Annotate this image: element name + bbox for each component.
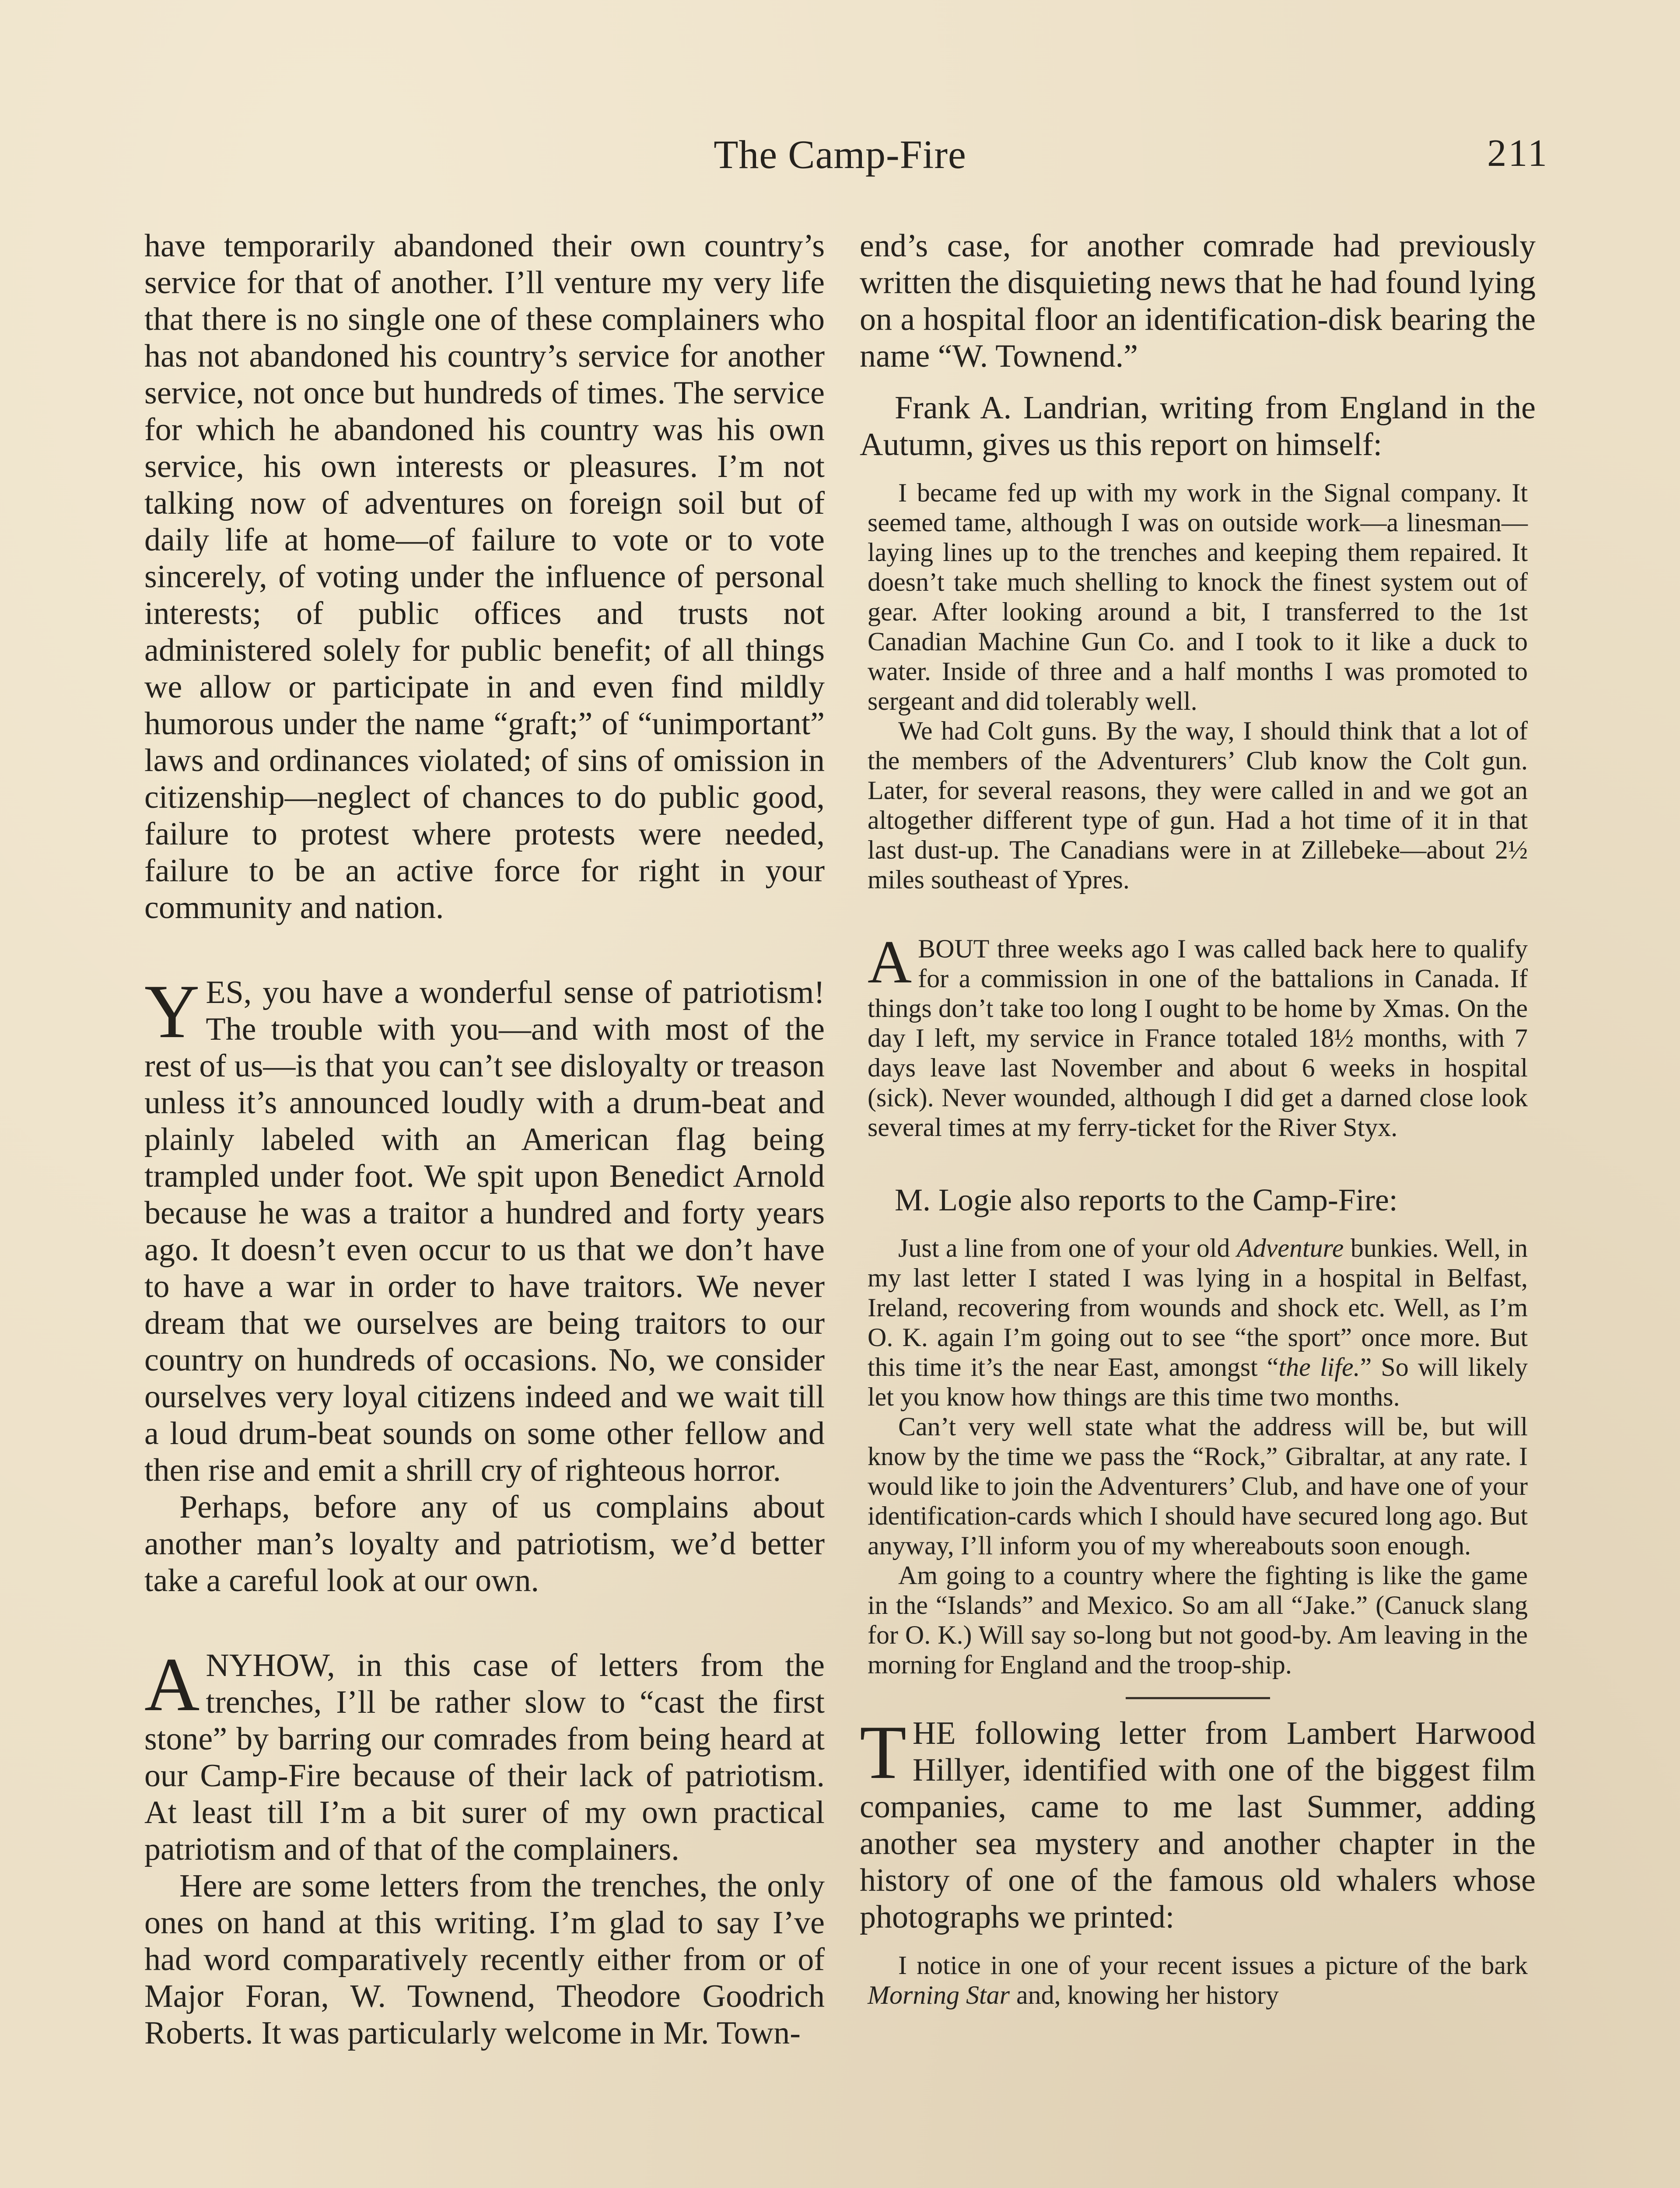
body-paragraph-dropcap bbox=[144, 969, 825, 1489]
letter-paragraph: I became fed up with my work in the Signal company. It seemed tame, although I was on outside work—a linesman—laying lines up to the trenches and keeping them repaired. It doesn’t take much shelling to knock the finest system out of gear. After looking around a bit, I transferred to the 1st Canadian Machine Gun Co. and I took to it like a duck to water. Inside of three and a half months I was promoted to sergeant and did tolerably well. bbox=[868, 478, 1528, 715]
section-gap bbox=[860, 894, 1536, 934]
italic-phrase: the life. bbox=[1278, 1353, 1360, 1382]
body-paragraph-dropcap bbox=[144, 1642, 825, 1868]
letter-paragraph: We had Colt guns. By the way, I should think that a lot of the members of the Adventurers’ Club know the Colt gun. Later, for several reasons, they were called in and we got an altogether different type of gun. Had a hot time of it in that last dust-up. The Canadians were in at Zillebeke—about 2½ miles southeast of Ypres. bbox=[868, 716, 1528, 894]
body-paragraph: Here are some letters from the trenches, the only ones on hand at this writing. I’m glad to say I’ve had word comparatively recently either from or of Major Foran, W. Townend, Theodore Goodrich Roberts. It was particularly welcome in Mr. Town- bbox=[144, 1868, 825, 2051]
letter-text: and, knowing her history bbox=[1010, 1981, 1279, 2009]
letter-text: Just a line from one of your old bbox=[898, 1234, 1237, 1262]
italic-ship-name: Morning Star bbox=[868, 1981, 1010, 2009]
page-number: 211 bbox=[1487, 132, 1549, 175]
letter-text: BOUT three weeks ago I was called back here to qualify for a commission in one of the battalions in Canada. If things don’t take too long I ought to be home by Xmas. On the day I left, my service in France totaled 18½ months, with 7 days leave last November and about 6 weeks in hospital (sick). Never wounded, although I did get a darned close look several times at my ferry-ticket for the River Styx. bbox=[868, 934, 1528, 1142]
running-title: The Camp-Fire bbox=[714, 132, 966, 177]
letter-text: bunkies. Well, in my last letter I stated I was lying in a hospital in Belfast, Ireland, recovering from wounds and shock etc. Well, as I’m O. K. again I’m going out to see “the sport” once more. But this time it’s the near East, amongst “ bbox=[868, 1234, 1528, 1382]
body-paragraph: have temporarily abandoned their own country’s service for that of another. I’ll venture my very life that there is no single one of these complainers who has not abandoned his country’s service for another service, not once but hundreds of times. The service for which he abandoned his country was his own service, his own interests or pleasures. I’m not talking now of adventures on foreign soil but of daily life at home—of failure to vote or to vote sincerely, of voting under the influence of personal interests; of public offices and trusts not administered solely for public benefit; of all things we allow or participate in and even find mildly humorous under the name “graft;” of “unimportant” laws and ordinances violated; of sins of omission in citizenship—neglect of chances to do public good, failure to protest where protests were needed, failure to be an active force for right in your community and nation. bbox=[144, 228, 825, 926]
letter-text: ” So will likely let you know how things are this time two months. bbox=[868, 1353, 1528, 1411]
drop-cap: Y bbox=[144, 969, 200, 1054]
body-paragraph: Perhaps, before any of us complains about another man’s loyalty and patriotism, we’d better take a careful look at our own. bbox=[144, 1489, 825, 1599]
gap bbox=[860, 375, 1536, 389]
drop-cap: A bbox=[868, 928, 912, 996]
gap bbox=[860, 463, 1536, 478]
divider-rule bbox=[1126, 1697, 1270, 1699]
section-gap bbox=[144, 926, 825, 974]
body-text: ES, you have a wonderful sense of patriotism! The trouble with you—and with most of the rest of us—is that you can’t see disloyalty or treason unless it’s announced loudly with a drum-beat and plainly labeled with an American flag being trampled under foot. We spit upon Benedict Arnold because he was a traitor a hundred and forty years ago. It doesn’t even occur to us that we don’t have to have a war in order to have traitors. We never dream that we ourselves are being traitors to our country on hundreds of occasions. No, we consider ourselves very loyal citizens indeed and we wait till a loud drum-beat sounds on some other fellow and then rise and emit a shrill cry of righteous horror. bbox=[144, 975, 825, 1488]
body-paragraph-dropcap bbox=[860, 1710, 1536, 1936]
italic-title: Adventure bbox=[1237, 1234, 1344, 1262]
letter-paragraph bbox=[860, 1233, 1536, 1412]
gap bbox=[860, 1936, 1536, 1950]
drop-cap: A bbox=[144, 1642, 200, 1727]
body-paragraph: Frank A. Landrian, writing from England in the Autumn, gives us this report on himself: bbox=[860, 390, 1536, 463]
body-text: HE following letter from Lambert Harwood Hillyer, identified with one of the biggest film companies, came to me last Summer, adding another sea mystery and another chapter in the history of one of the famous old whalers whose photographs we printed: bbox=[860, 1715, 1536, 1935]
letter-paragraph: Can’t very well state what the address will be, but will know by the time we pass the “Rock,” Gibraltar, at any rate. I would like to join the Adventurers’ Club, and have one of your identification-cards which I should have secured long ago. But anyway, I’ll inform you of my whereabouts soon enough. bbox=[868, 1412, 1528, 1560]
left-column bbox=[144, 228, 825, 2051]
letter-paragraph: Am going to a country where the fighting is like the game in the “Islands” and Mexico. So am all “Jake.” (Canuck slang for O. K.) Will say so-long but not good-by. Am leaving in the morning for England and the troop-ship. bbox=[868, 1561, 1528, 1679]
section-intro: M. Logie also reports to the Camp-Fire: bbox=[895, 1182, 1398, 1217]
letter-text: I notice in one of your recent issues a picture of the bark bbox=[898, 1951, 1528, 1980]
body-text: NYHOW, in this case of letters from the trenches, I’ll be rather slow to “cast the first stone” by barring our comrades from being heard at our Camp-Fire because of their lack of patriotism. At least till I’m a bit surer of my own practical patriotism and of that of the complainers. bbox=[144, 1648, 825, 1867]
section-gap bbox=[144, 1599, 825, 1647]
section-gap bbox=[860, 1142, 1536, 1182]
drop-cap: T bbox=[860, 1710, 906, 1795]
right-column bbox=[860, 228, 1536, 2010]
gap bbox=[860, 1218, 1536, 1233]
letter-paragraph bbox=[860, 1950, 1536, 2010]
body-paragraph: end’s case, for another comrade had previously written the disquieting news that he had found lying on a hospital floor an identification-disk bearing the name “W. Townend.” bbox=[860, 228, 1536, 374]
letter-paragraph-dropcap bbox=[860, 928, 1536, 1142]
